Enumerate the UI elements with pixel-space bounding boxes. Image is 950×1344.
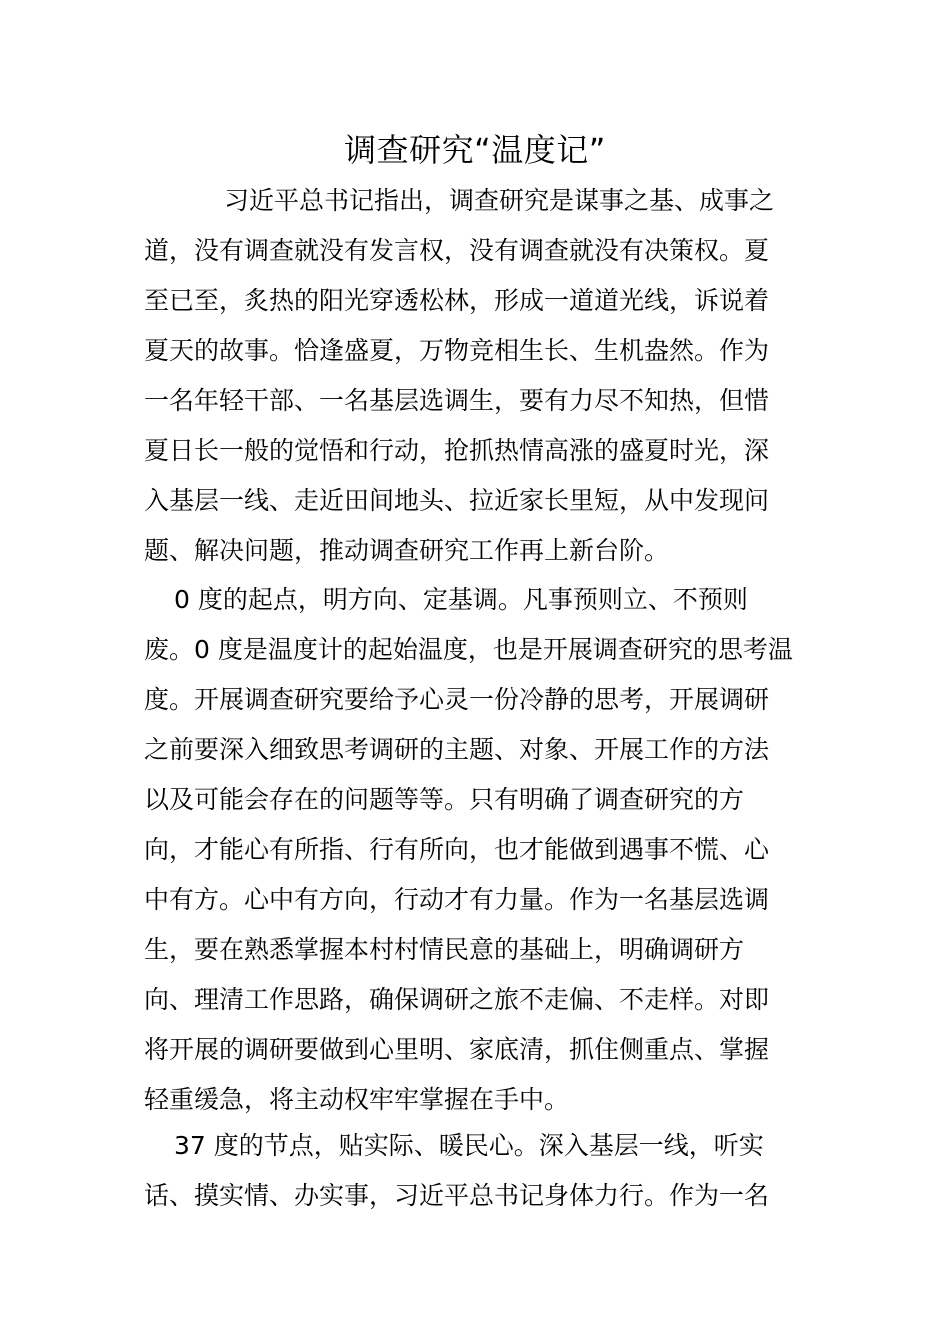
text-line: 37 度的节点，贴实际、暖民心。深入基层一线，听实 [174,1131,764,1160]
text-line: 轻重缓急，将主动权牢牢掌握在手中。 [144,1085,570,1114]
document-title: 调查研究“温度记” [344,131,606,169]
text-line: 话、摸实情、办实事，习近平总书记身体力行。作为一名 [144,1181,770,1210]
text-line: 道，没有调查就没有发言权，没有调查就没有决策权。夏 [144,236,770,265]
text-line: 夏天的故事。恰逢盛夏，万物竞相生长、生机盎然。作为 [144,336,770,365]
paragraph-37-degree [144,1121,769,1221]
text-line: 将开展的调研要做到心里明、家底清，抓住侧重点、掌握 [144,1035,770,1064]
text-line: 之前要深入细致思考调研的主题、对象、开展工作的方法 [144,735,770,764]
text-line: 一名年轻干部、一名基层选调生，要有力尽不知热，但惜 [144,386,770,415]
text-line: 习近平总书记指出，调查研究是谋事之基、成事之 [224,186,775,215]
paragraph-zero-degree [144,575,793,1125]
text-line: 中有方。心中有方向，行动才有力量。作为一名基层选调 [144,885,770,914]
text-line: 向、理清工作思路，确保调研之旅不走偏、不走样。对即 [144,985,770,1014]
text-line: 废。0 度是温度计的起始温度，也是开展调查研究的思考温 [144,635,793,664]
paragraph-intro [144,176,774,576]
text-line: 题、解决问题，推动调查研究工作再上新台阶。 [144,536,670,565]
text-line: 向，才能心有所指、行有所向，也才能做到遇事不慌、心 [144,835,770,864]
text-line: 度。开展调查研究要给予心灵一份冷静的思考，开展调研 [144,685,770,714]
text-line: 夏日长一般的觉悟和行动，抢抓热情高涨的盛夏时光，深 [144,436,770,465]
text-line: 生，要在熟悉掌握本村村情民意的基础上，明确调研方 [144,935,745,964]
text-line: 0 度的起点，明方向、定基调。凡事预则立、不预则 [174,585,748,614]
text-line: 至已至，炙热的阳光穿透松林，形成一道道光线，诉说着 [144,286,770,315]
text-line: 以及可能会存在的问题等等。只有明确了调查研究的方 [144,785,745,814]
text-line: 入基层一线、走近田间地头、拉近家长里短，从中发现问 [144,486,770,515]
